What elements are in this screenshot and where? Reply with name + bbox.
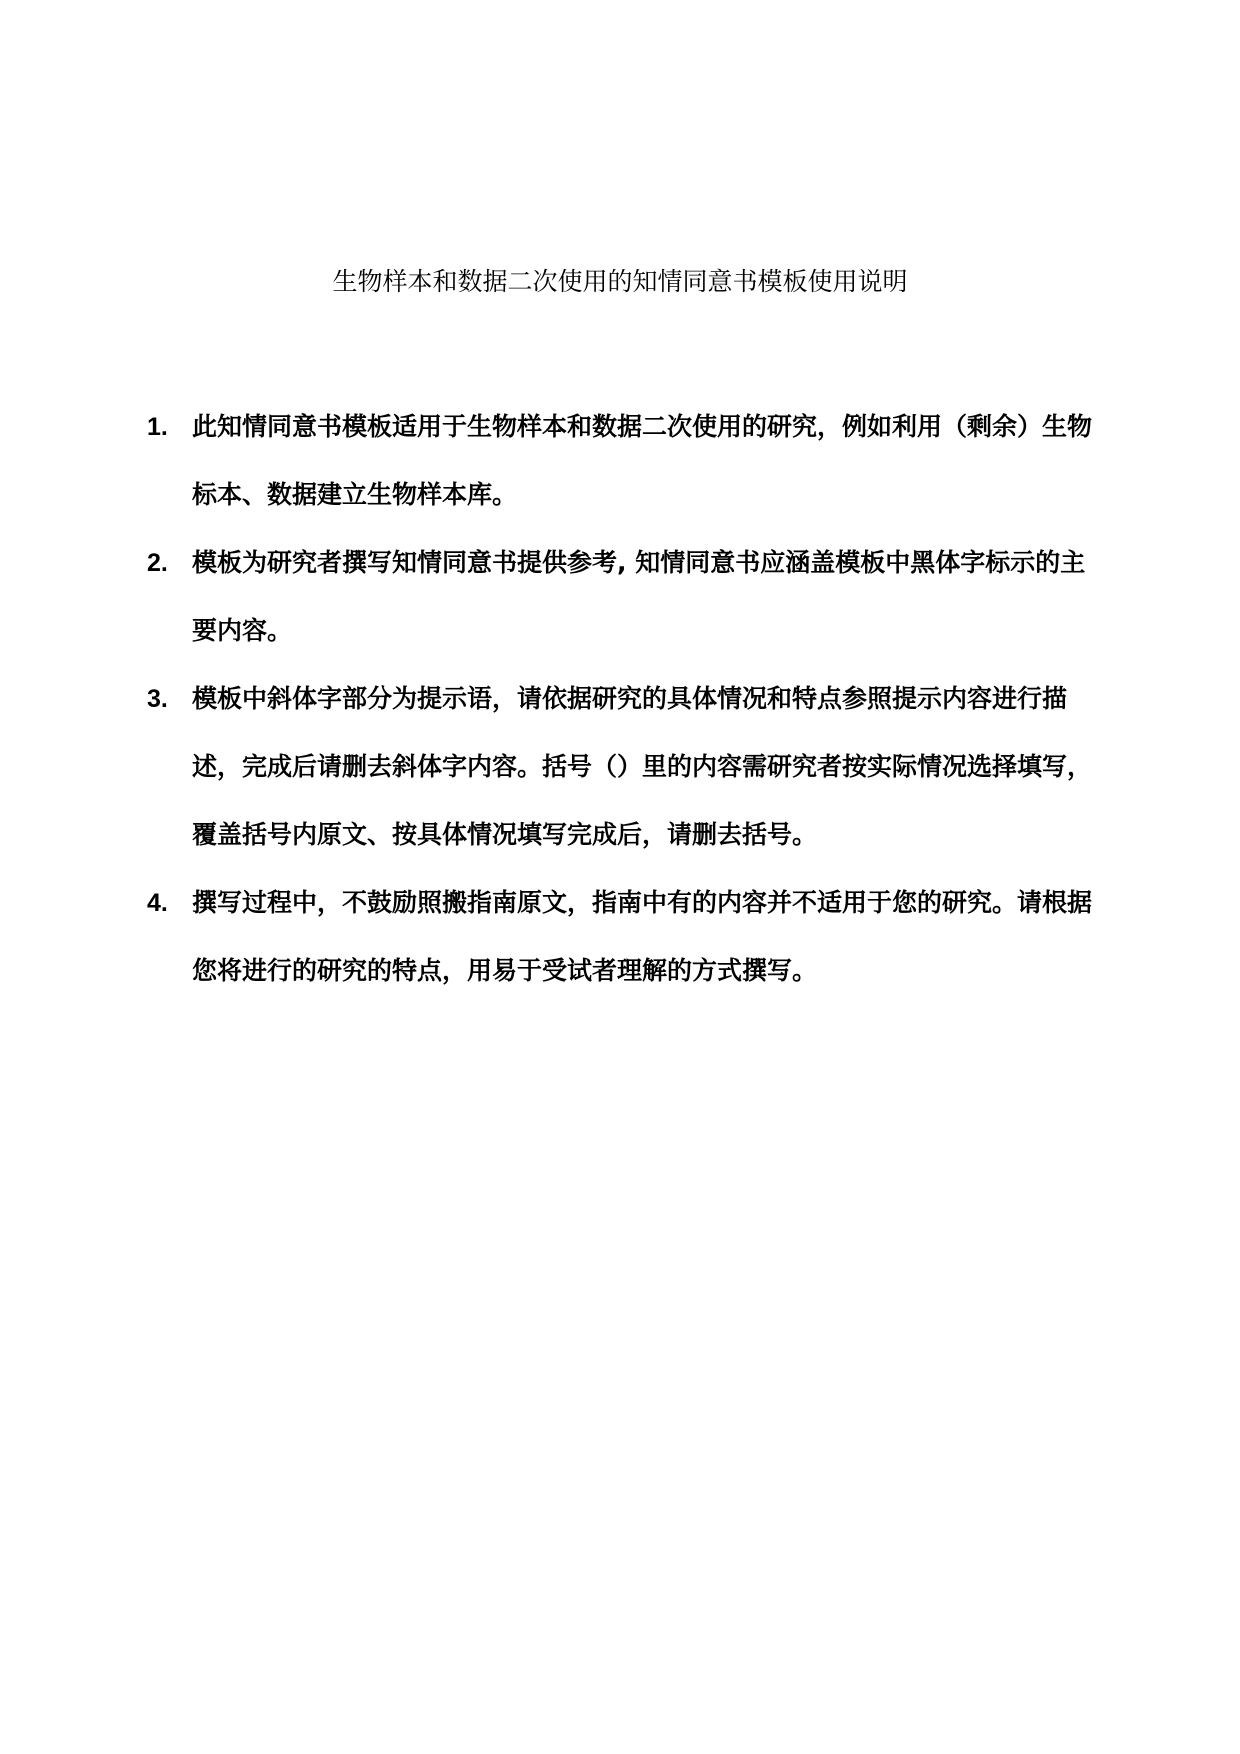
instruction-number: 1. — [147, 413, 168, 441]
instruction-number: 2. — [147, 549, 168, 577]
instruction-item-1 — [147, 393, 1095, 529]
instruction-item-2 — [147, 529, 1095, 665]
instruction-text: 此知情同意书模板适用于生物样本和数据二次使用的研究，例如利用（剩余）生物标本、数据建立生物样本库。 — [192, 412, 1093, 509]
document-title: 生物样本和数据二次使用的知情同意书模板使用说明 — [332, 267, 908, 296]
instruction-text: 模板中斜体字部分为提示语，请依据研究的具体情况和特点参照提示内容进行描述，完成后请删去斜体字内容。括号（）里的内容需研究者按实际情况选择填写，覆盖括号内原文、按具体情况填写完成后，请删去括号。 — [192, 684, 1093, 849]
instruction-list — [147, 393, 1095, 1005]
instruction-text: 模板为研究者撰写知情同意书提供参考, 知情同意书应涵盖模板中黑体字标示的主要内容。 — [192, 548, 1086, 645]
instruction-number: 3. — [147, 685, 168, 713]
instruction-item-3 — [147, 665, 1095, 869]
instruction-item-4 — [147, 869, 1095, 1005]
instruction-number: 4. — [147, 889, 168, 917]
instruction-text: 撰写过程中，不鼓励照搬指南原文，指南中有的内容并不适用于您的研究。请根据您将进行的研究的特点，用易于受试者理解的方式撰写。 — [192, 888, 1093, 985]
